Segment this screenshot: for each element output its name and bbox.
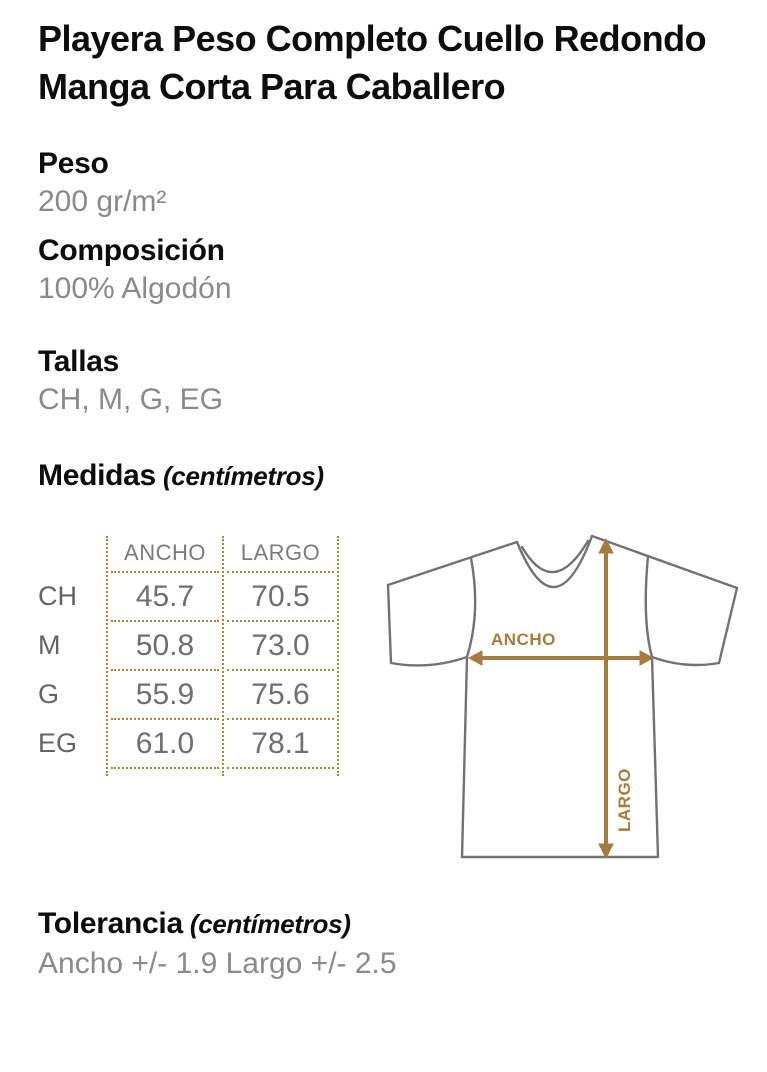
ancho-arrowhead-left xyxy=(469,651,482,665)
product-title xyxy=(38,15,706,111)
tshirt-left-armhole-seam xyxy=(467,558,475,657)
medidas-unit-note: (centímetros) xyxy=(162,461,324,491)
tallas-value: CH, M, G, EG xyxy=(38,383,224,416)
tallas-heading: Tallas xyxy=(38,345,120,378)
table-dotted-vline-middle xyxy=(222,536,224,776)
tolerancia-value: Ancho +/- 1.9 Largo +/- 2.5 xyxy=(38,947,397,980)
tshirt-measurement-diagram xyxy=(385,520,765,880)
tshirt-diagram-svg xyxy=(385,520,765,880)
size-value-g-largo: 75.6 xyxy=(223,670,338,719)
table-dotted-vline-right xyxy=(337,536,339,776)
section-tolerancia xyxy=(38,906,397,984)
tolerancia-unit-note: (centímetros) xyxy=(189,909,351,939)
size-value-ch-largo: 70.5 xyxy=(223,572,338,621)
section-tallas xyxy=(38,344,223,420)
size-value-g-ancho: 55.9 xyxy=(107,670,223,719)
size-value-ch-ancho: 45.7 xyxy=(107,572,223,621)
composicion-heading: Composición xyxy=(38,234,225,267)
ancho-diagram-label: ANCHO xyxy=(491,630,556,649)
size-row-label-g: G xyxy=(38,679,60,709)
tshirt-right-armhole-seam xyxy=(646,556,652,657)
size-table-header-ancho: ANCHO xyxy=(107,534,223,572)
medidas-heading-text: Medidas xyxy=(38,459,156,492)
section-composicion xyxy=(38,233,232,309)
tshirt-right-sleeve xyxy=(652,588,737,665)
product-title-line2: Manga Corta Para Caballero xyxy=(38,66,506,107)
largo-diagram-label: LARGO xyxy=(615,768,634,832)
peso-heading: Peso xyxy=(38,147,109,180)
size-row-label-eg: EG xyxy=(38,728,78,758)
size-table xyxy=(38,534,338,768)
size-table-header-largo: LARGO xyxy=(223,534,338,572)
tolerancia-heading xyxy=(38,906,397,942)
tshirt-right-shoulder xyxy=(592,536,737,588)
table-dotted-vline-left xyxy=(106,536,108,776)
tshirt-left-shoulder xyxy=(388,542,517,585)
peso-value: 200 gr/m² xyxy=(38,185,167,218)
size-value-m-largo: 73.0 xyxy=(223,621,338,670)
size-row-label-ch: CH xyxy=(38,581,77,611)
largo-arrowhead-top xyxy=(599,539,613,553)
medidas-heading xyxy=(38,458,324,494)
tshirt-collar-outer xyxy=(517,536,592,587)
section-peso xyxy=(38,146,166,222)
size-row-label-m: M xyxy=(38,630,61,660)
tshirt-left-sleeve xyxy=(388,585,467,665)
tolerancia-heading-text: Tolerancia xyxy=(38,907,183,940)
composicion-value: 100% Algodón xyxy=(38,272,232,305)
size-table-corner-cell xyxy=(38,534,107,572)
size-value-eg-largo: 78.1 xyxy=(223,719,338,768)
product-title-line1: Playera Peso Completo Cuello Redondo xyxy=(38,18,707,59)
size-value-m-ancho: 50.8 xyxy=(107,621,223,670)
size-value-eg-ancho: 61.0 xyxy=(107,719,223,768)
